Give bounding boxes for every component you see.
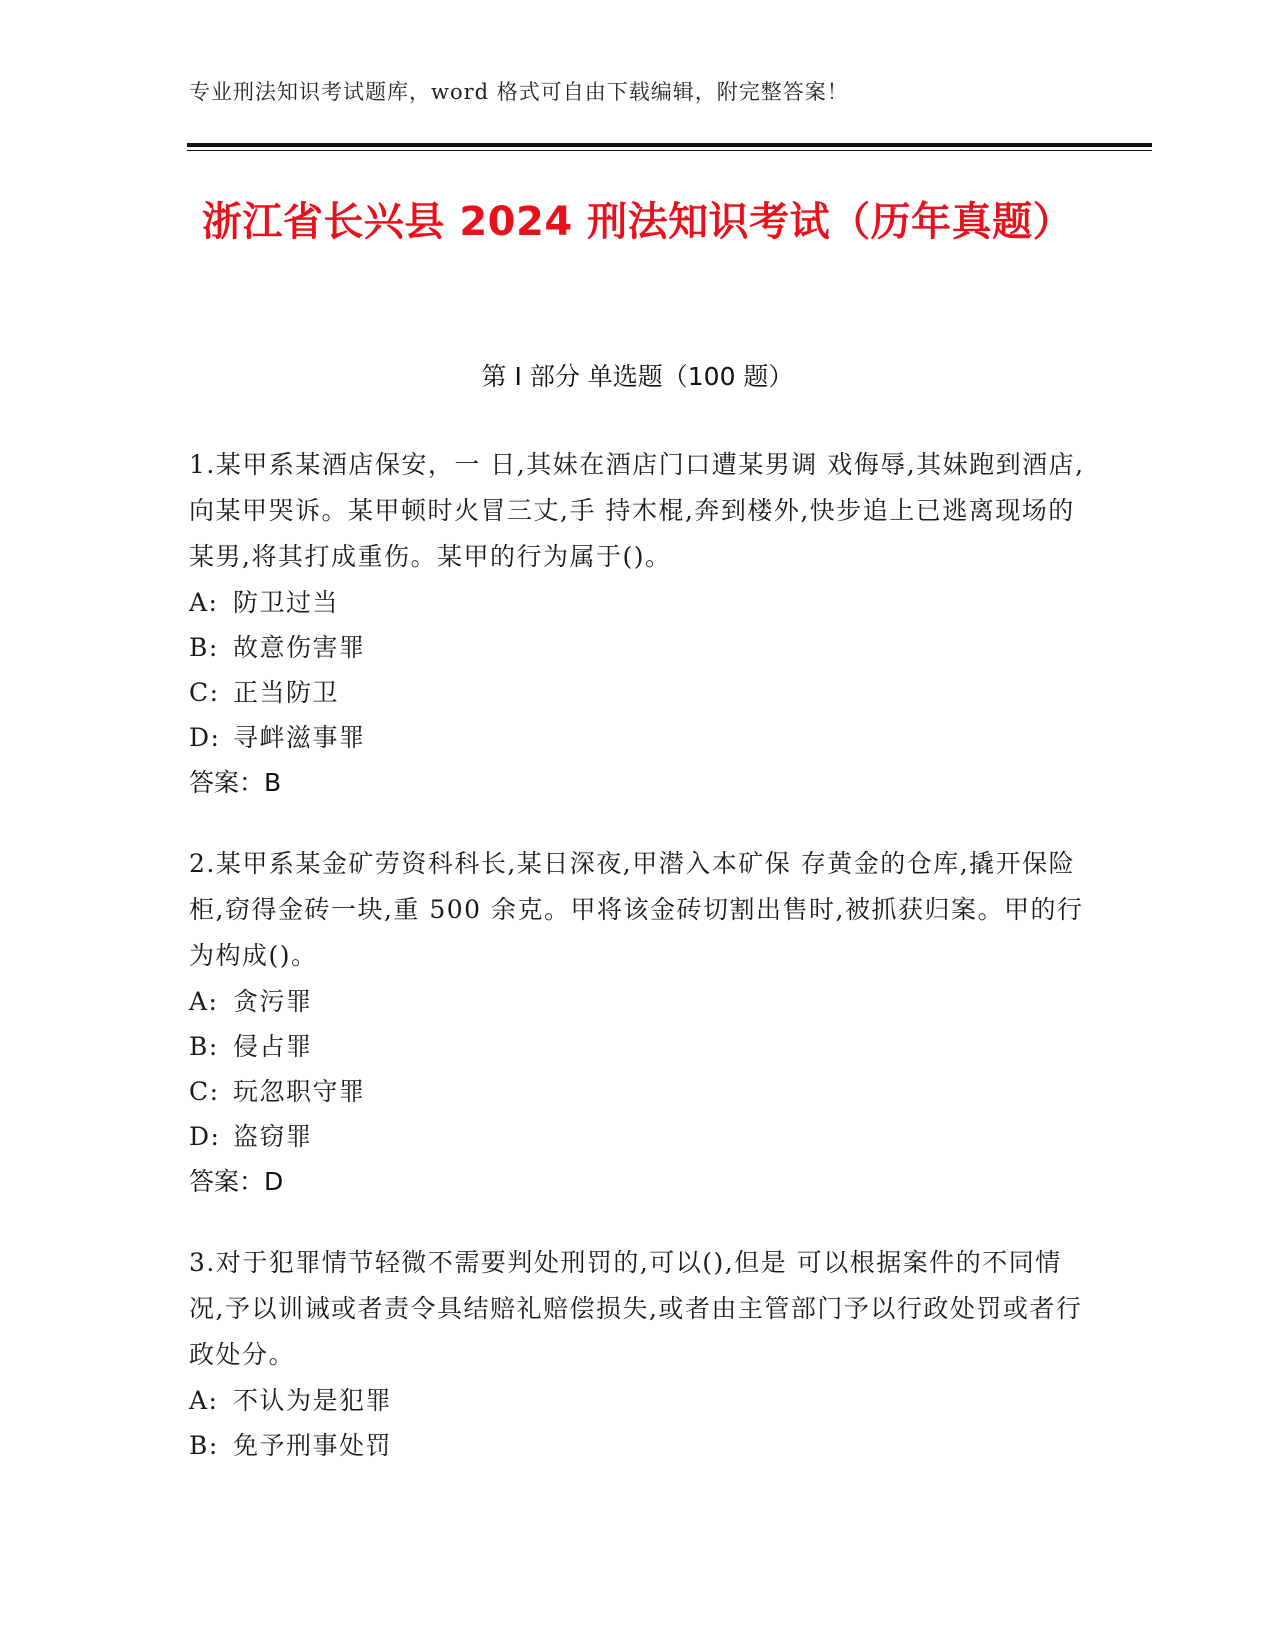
answer-line: 答案：D [189,1167,284,1196]
option-key: A: [189,987,219,1016]
option-text: 贪污罪 [233,987,313,1016]
question-3 [189,1240,1089,1468]
question-stem: 1.某甲系某酒店保安，一 日,其妹在酒店门口遭某男调 戏侮辱,其妹跑到酒店,向某甲哭诉。某甲顿时火冒三丈,手 持木棍,奔到楼外,快步追上已逃离现场的某男,将其打成重伤。某甲的行为属于()。 [189,450,1085,571]
option-key: B: [189,633,219,662]
option-text: 免予刑事处罚 [233,1431,393,1460]
header-note: 专业刑法知识考试题库，word 格式可自由下载编辑，附完整答案！ [189,80,849,104]
option-text: 防卫过当 [233,588,340,617]
question-1 [189,442,1089,805]
option-key: C: [189,1077,220,1106]
option-text: 玩忽职守罪 [233,1077,366,1106]
option-b [189,625,1089,670]
option-text: 不认为是犯罪 [233,1386,393,1415]
question-stem: 2.某甲系某金矿劳资科科长,某日深夜,甲潜入本矿保 存黄金的仓库,撬开保险柜,窃得金砖一块,重 500 余克。甲将该金砖切割出售时,被抓获归案。甲的行为构成()。 [189,849,1084,970]
question-list [189,442,1089,1504]
section-title: 第 I 部分 单选题（100 题） [481,362,794,391]
option-text: 故意伤害罪 [233,633,366,662]
option-a [189,580,1089,625]
option-a [189,979,1089,1024]
option-key: B: [189,1431,219,1460]
option-text: 正当防卫 [233,678,340,707]
option-key: B: [189,1032,219,1061]
option-text: 侵占罪 [233,1032,313,1061]
option-key: D: [189,1122,221,1151]
header-rule-thin [187,150,1152,151]
question-2 [189,841,1089,1204]
option-a [189,1378,1089,1423]
option-text: 寻衅滋事罪 [233,723,366,752]
option-key: C: [189,678,220,707]
question-stem: 3.对于犯罪情节轻微不需要判处刑罚的,可以(),但是 可以根据案件的不同情况,予以训诫或者责令具结赔礼赔偿损失,或者由主管部门予以行政处罚或者行政处分。 [189,1248,1083,1369]
option-text: 盗窃罪 [233,1122,313,1151]
option-key: A: [189,1386,219,1415]
option-b [189,1024,1089,1069]
header-rule-thick [187,143,1152,147]
option-b [189,1423,1089,1468]
option-c [189,670,1089,715]
option-c [189,1069,1089,1114]
option-d [189,715,1089,760]
document-title: 浙江省长兴县 2024 刑法知识考试（历年真题） [201,199,1074,245]
option-key: A: [189,588,219,617]
answer-line: 答案：B [189,768,282,797]
option-key: D: [189,723,221,752]
option-d [189,1114,1089,1159]
